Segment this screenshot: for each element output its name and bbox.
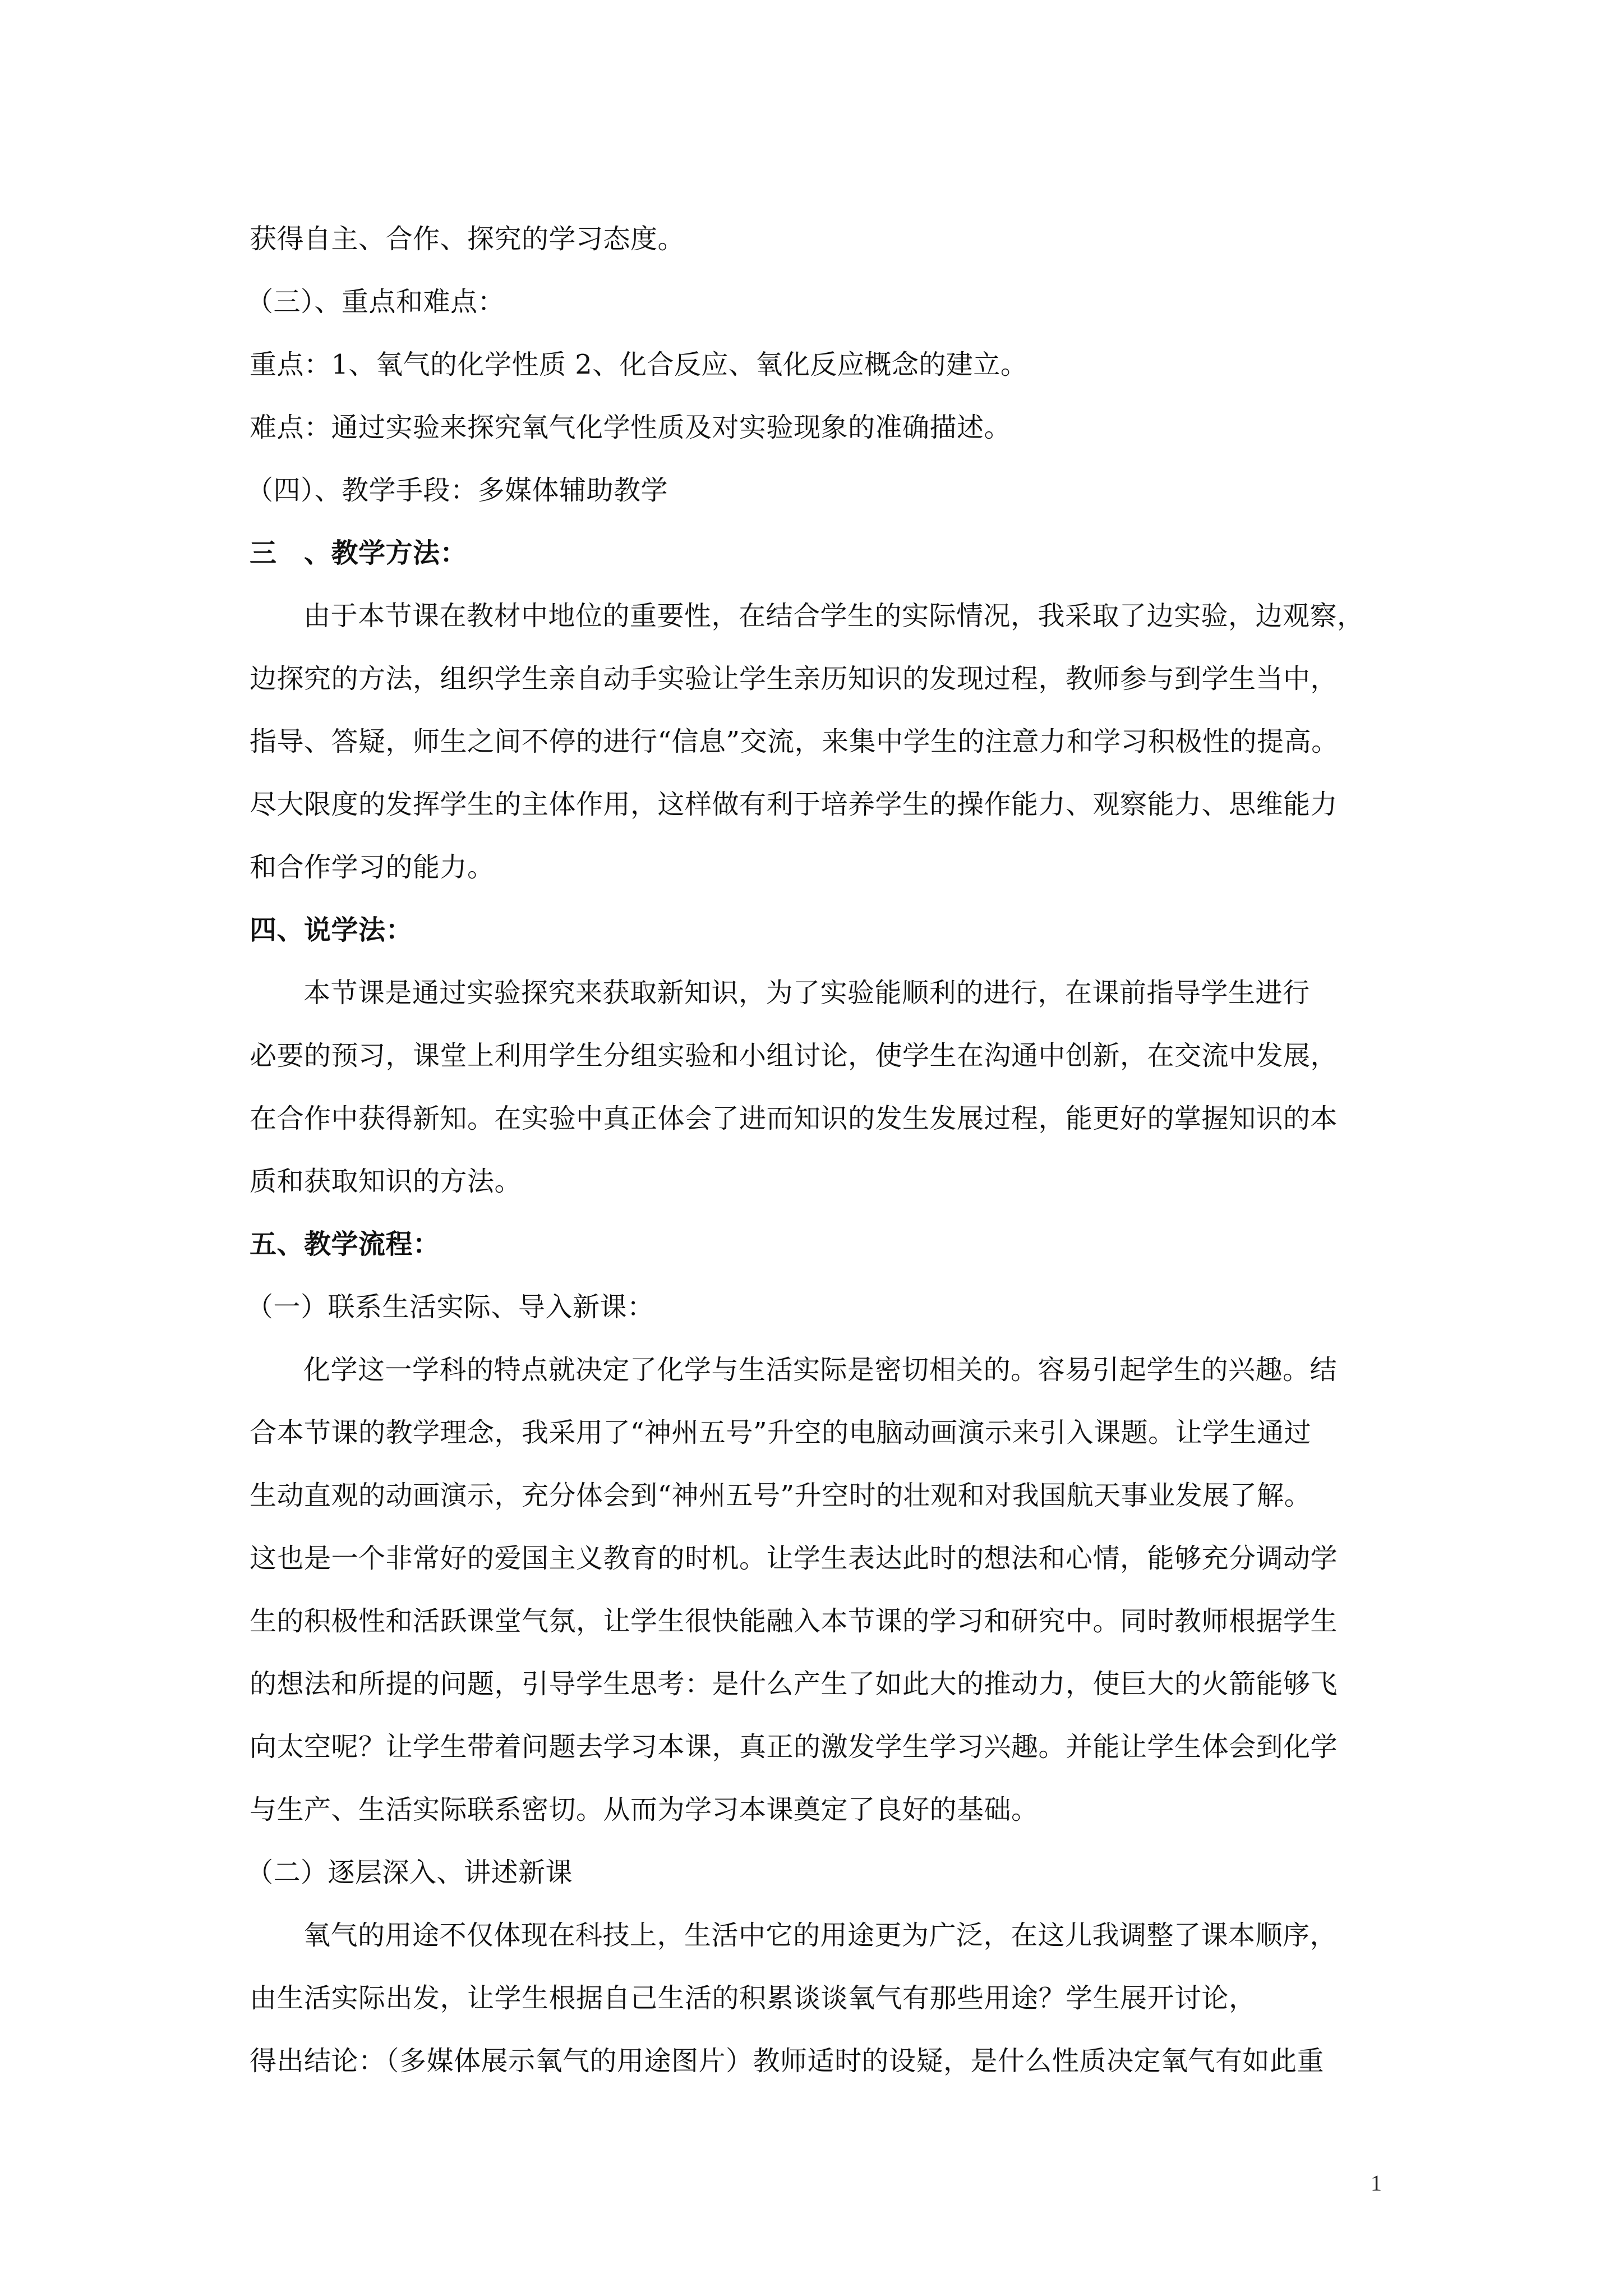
document-body <box>246 208 1394 2092</box>
text-line: 必要的预习，课堂上利用学生分组实验和小组讨论，使学生在沟通中创新，在交流中发展， <box>250 1040 1338 1071</box>
text-line: （二）逐层深入、讲述新课 <box>246 1857 573 1888</box>
text-line: 氧气的用途不仅体现在科技上，生活中它的用途更为广泛，在这儿我调整了课本顺序， <box>303 1920 1338 1951</box>
text-line: 由生活实际出发，让学生根据自己生活的积累谈谈氧气有那些用途？学生展开讨论， <box>250 1982 1256 2014</box>
section-heading: 五、教学流程： <box>250 1228 440 1260</box>
text-line: 生动直观的动画演示，充分体会到“神州五号”升空时的壮观和对我国航天事业发展了解。 <box>250 1480 1312 1511</box>
text-line: 和合作学习的能力。 <box>250 852 495 883</box>
text-line: 获得自主、合作、探究的学习态度。 <box>250 223 685 255</box>
text-line: 由于本节课在教材中地位的重要性，在结合学生的实际情况，我采取了边实验，边观察， <box>303 600 1364 632</box>
text-line: 化学这一学科的特点就决定了化学与生活实际是密切相关的。容易引起学生的兴趣。结 <box>303 1354 1338 1386</box>
text-line: 指导、答疑，师生之间不停的进行“信息”交流，来集中学生的注意力和学习积极性的提高。 <box>250 726 1339 757</box>
text-line: 质和获取知识的方法。 <box>250 1166 522 1197</box>
section-heading: 三 、教学方法： <box>250 537 468 569</box>
text-line: （四）、教学手段：多媒体辅助教学 <box>246 475 668 506</box>
text-line: （一）联系生活实际、导入新课： <box>246 1291 654 1323</box>
text-line: 本节课是通过实验探究来获取新知识，为了实验能顺利的进行，在课前指导学生进行 <box>303 977 1310 1009</box>
text-line: 难点：通过实验来探究氧气化学性质及对实验现象的准确描述。 <box>250 412 1012 443</box>
text-line: 边探究的方法，组织学生亲自动手实验让学生亲历知识的发现过程，教师参与到学生当中， <box>250 663 1338 694</box>
section-heading: 四、说学法： <box>250 914 413 946</box>
text-line: 尽大限度的发挥学生的主体作用，这样做有利于培养学生的操作能力、观察能力、思维能力 <box>250 789 1338 820</box>
text-line: 重点：1、氧气的化学性质 2、化合反应、氧化反应概念的建立。 <box>250 349 1028 380</box>
text-line: 与生产、生活实际联系密切。从而为学习本课奠定了良好的基础。 <box>250 1794 1039 1825</box>
page-number: 1 <box>1371 2170 1382 2196</box>
text-line: 合本节课的教学理念，我采用了“神州五号”升空的电脑动画演示来引入课题。让学生通过 <box>250 1417 1312 1448</box>
text-line: 的想法和所提的问题，引导学生思考：是什么产生了如此大的推动力，使巨大的火箭能够飞 <box>250 1668 1338 1700</box>
text-line: 这也是一个非常好的爱国主义教育的时机。让学生表达此时的想法和心情，能够充分调动学 <box>250 1543 1338 1574</box>
text-line: （三）、重点和难点： <box>246 286 505 318</box>
text-line: 在合作中获得新知。在实验中真正体会了进而知识的发生发展过程，能更好的掌握知识的本 <box>250 1103 1338 1134</box>
text-line: 生的积极性和活跃课堂气氛，让学生很快能融入本节课的学习和研究中。同时教师根据学生 <box>250 1605 1338 1637</box>
text-line: 得出结论：（多媒体展示氧气的用途图片）教师适时的设疑，是什么性质决定氧气有如此重 <box>250 2045 1325 2077</box>
text-line: 向太空呢？让学生带着问题去学习本课，真正的激发学生学习兴趣。并能让学生体会到化学 <box>250 1731 1338 1763</box>
